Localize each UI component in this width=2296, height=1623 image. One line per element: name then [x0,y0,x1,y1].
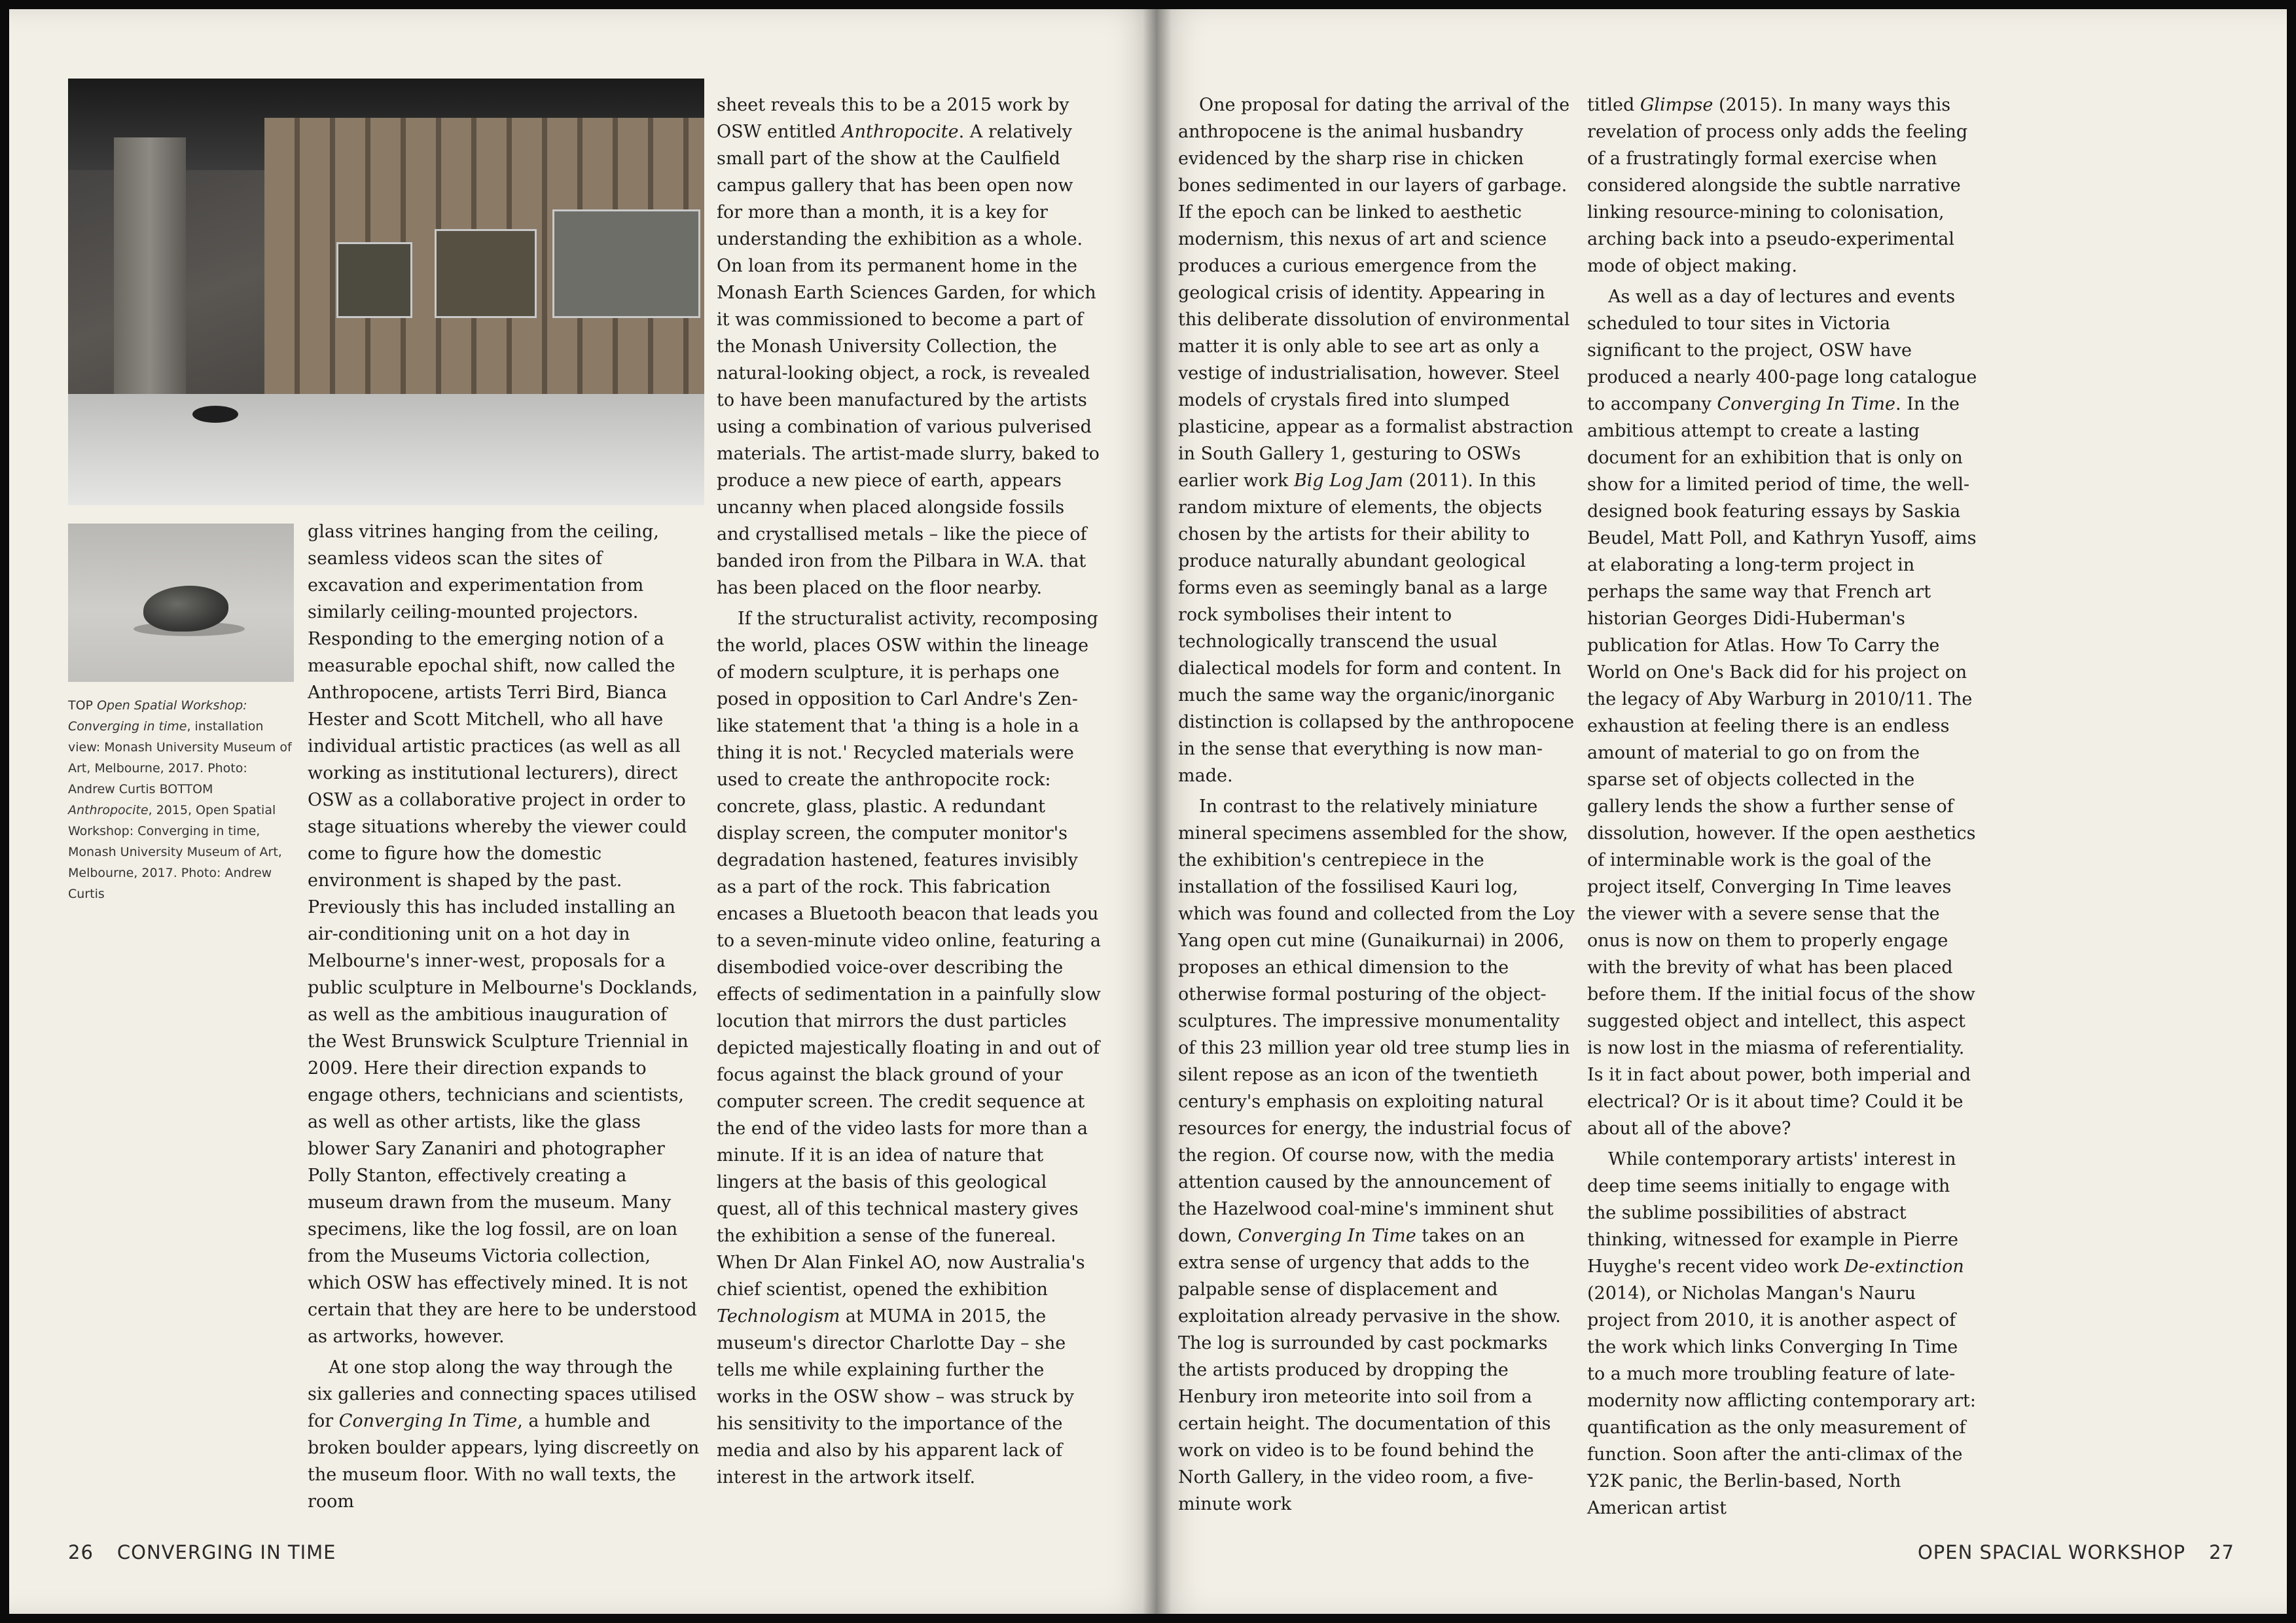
photo-vitrine [552,209,700,318]
photo-caption [68,695,294,904]
text-run: . A relatively small part of the show at the Caulfield campus gallery that has been open now for more than a month, it is a key for understanding the exhibition as a whole. On loan from its permanent home in the Monash Earth Sciences Garden, for which it was commissioned to become a part of the Monash University Collection, the natural-looking object, a rock, is revealed to have been manufactured by the artists using a combination of various pulverised materials. The artist-made slurry, baked to produce a new piece of earth, appears uncanny when placed alongside fossils and crystallised metals – like the piece of banded iron from the Pilbara in W.A. that has been placed on the floor nearby. [717,122,1100,598]
caption-bottom-label: BOTTOM [159,782,213,796]
text-run: (2011). In this random mixture of elements, the objects chosen by the artists for their ability to produce naturally abundant geological forms even as seemingly banal as a large rock symbolises their intent to technologically transcend the usual dialectical models for form and content. In much the same way the organic/inorganic distinction is collapsed by the anthropocene in the sense that everything is now man-made. [1178,471,1575,786]
anthropocite-photo [68,524,294,682]
paragraph [717,605,1103,1491]
text-run: If the structuralist activity, recomposing the world, places OSW within the lineage of modern sculpture, it is perhaps one posed in opposition to Carl Andre's Zen-like statement that 'a thing is a hole in a thing it is not.' Recycled materials were used to create the anthropocite rock: concrete, glass, plastic. A redundant display screen, the computer monitor's degradation hastened, features invisibly as a part of the rock. This fabrication encases a Bluetooth beacon that leads you to a seven-minute video online, featuring a disembodied voice-over describing the effects of sedimentation in a painfully slow locution that mirrors the dust particles depicted majestically floating in and out of focus against the black ground of your computer screen. The credit sequence at the end of the video lasts for more than a minute. If it is an idea of nature that lingers at the basis of this geological quest, all of this technical mastery gives the exhibition a sense of the funereal. When Dr Alan Finkel AO, now Australia's chief scientist, opened the exhibition [717,609,1102,1300]
text-run: While contemporary artists' interest in deep time seems initially to engage with the sublime possibilities of abstract thinking, witnessed for example in Pierre Huyghe's recent video work [1587,1149,1958,1277]
italic-title: Anthropocite [842,122,959,142]
photo-floor [68,394,704,505]
photo-boulder [143,586,228,632]
italic-title: Converging In Time [1717,394,1895,414]
caption-top-rest: , installation view: Monash University Museum of Art, Melbourne, 2017. Photo: Andrew Curtis [68,719,292,796]
text-run: at MUMA in 2015, the museum's director Charlotte Day – she tells me while explaining further the works in the OSW show – was struck by his sensitivity to the importance of the media and also by his apparent lack of interest in the artwork itself. [717,1306,1074,1488]
paragraph [308,1354,700,1515]
text-run: sheet reveals this to be a 2015 work by OSW entitled [717,95,1069,142]
caption-top-label: TOP [68,698,94,713]
italic-title: Glimpse [1640,95,1713,115]
book-gutter [1143,9,1172,1614]
right-text-column-1 [1178,92,1576,1522]
text-run: (2015). In many ways this revelation of process only adds the feeling of a frustratingly formal exercise when considered alongside the subtle narrative linking resource-mining to colonisation, arching back into a pseudo-experimental mode of object making. [1587,95,1968,276]
left-text-column-3 [717,92,1103,1495]
paragraph [1178,92,1576,789]
text-run: One proposal for dating the arrival of the anthropocene is the animal husbandry evidenced by the sharp rise in chicken bones sedimented in our layers of garbage. If the epoch can be linked to aesthetic modernism, this nexus of art and science produces a curious emergence from the geological crisis of identity. Appearing in this deliberate dissolution of environmental matter it is only able to see art as only a vestige of industrialisation, however. Steel models of crystals fired into slumped plasticine, appear as a formalist abstraction in South Gallery 1, gesturing to OSWs earlier work [1178,95,1573,491]
running-head: OPEN SPACIAL WORKSHOP [1917,1541,2186,1563]
photo-vitrine [435,229,537,318]
paragraph [717,92,1103,601]
paragraph [1587,92,1977,279]
text-run: As well as a day of lectures and events scheduled to tour sites in Victoria significant to the project, OSW have produced a nearly 400-page long catalogue to accompany [1587,287,1977,414]
left-folio [68,1541,336,1563]
text-run: titled [1587,95,1640,115]
left-text-column-2 [308,518,700,1519]
italic-title: Converging In Time [1238,1226,1416,1246]
italic-title: Technologism [717,1306,840,1327]
paragraph [1587,1146,1977,1522]
installation-view-photo [68,79,704,505]
running-head: CONVERGING IN TIME [117,1541,336,1563]
text-run: , a humble and broken boulder appears, lying discreetly on the museum floor. With no wall texts, the room [308,1411,700,1512]
caption-bottom-title: Anthropocite [68,803,149,817]
right-folio [1918,1541,2234,1563]
caption-top-title: Open Spatial Workshop: Converging in time [68,698,247,734]
photo-concrete-column [114,137,186,412]
italic-title: De-extinction [1844,1257,1964,1277]
photo-vitrine [336,242,412,318]
page-number: 26 [68,1541,94,1563]
page-number: 27 [2209,1541,2234,1563]
text-run: In contrast to the relatively miniature mineral specimens assembled for the show, the exhibition's centrepiece in the installation of the fossilised Kauri log, which was found and collected from the Loy Yang open cut mine (Gunaikurnai) in 2006, proposes an ethical dimension to the otherwise formal posturing of the object-sculptures. The impressive monumentality of this 23 million year old tree stump lies in silent repose as an icon of the twentieth century's emphasis on exploiting natural resources for energy, the industrial focus of the region. Of course now, with the media attention caused by the announcement of the Hazelwood coal-mine's imminent shut down, [1178,796,1575,1246]
right-text-column-2 [1587,92,1977,1525]
text-run: . In the ambitious attempt to create a lasting document for an exhibition that is only on show for a limited period of time, the well-designed book featuring essays by Saskia Beudel, Matt Poll, and Kathryn Yusoff, aims at elaborating a long-term project in perhaps the same way that French art historian Georges Didi-Huberman's publication for Atlas. How To Carry the World on One's Back did for his project on the legacy of Aby Warburg in 2010/11. The exhaustion at feeling there is an endless amount of material to go on from the sparse set of objects collected in the gallery lends the show a further sense of dissolution, however. If the open aesthetics of interminable work is the goal of the project itself, Converging In Time leaves the viewer with a severe sense that the onus is now on them to properly engage with the brevity of what has been placed before them. If the initial focus of the show suggested object and intellect, this aspect is now lost in the miasma of referentiality. Is it in fact about power, both imperial and electrical? Or is it about time? Could it be about all of the above? [1587,394,1977,1139]
text-run: At one stop along the way through the six galleries and connecting spaces utilised for [308,1357,697,1431]
paragraph [1178,793,1576,1518]
caption-bottom-rest: , 2015, Open Spatial Workshop: Converging in time, Monash University Museum of Art, Melbourne, 2017. Photo: Andrew Curtis [68,803,282,901]
italic-title: Big Log Jam [1293,471,1403,491]
italic-title: Converging In Time [338,1411,518,1431]
paragraph [1587,283,1977,1142]
paragraph: glass vitrines hanging from the ceiling, seamless videos scan the sites of excavation and experimentation from similarly ceiling-mounted projectors. Responding to the emerging notion of a measurable epochal shift, now called the Anthropocene, artists Terri Bird, Bianca Hester and Scott Mitchell, who all have individual artistic practices (as well as all working as institutional lecturers), direct OSW as a collaborative project in order to stage situations whereby the viewer could come to figure how the domestic environment is shaped by the past. Previously this has included installing an air-conditioning unit on a hot day in Melbourne's inner-west, proposals for a public sculpture in Melbourne's Docklands, as well as the ambitious inauguration of the West Brunswick Sculpture Triennial in 2009. Here their direction expands to engage others, technicians and scientists, as well as other artists, like the glass blower Sary Zananiri and photographer Polly Stanton, effectively creating a museum drawn from the museum. Many specimens, like the log fossil, are on loan from the Museums Victoria collection, which OSW has effectively mined. It is not certain that they are here to be understood as artworks, however. [308,522,698,1347]
text-run: (2014), or Nicholas Mangan's Nauru project from 2010, it is another aspect of the work which links Converging In Time to a much more troubling feature of late-modernity now afflicting contemporary art: quantification as the only measurement of function. Soon after the anti-climax of the Y2K panic, the Berlin-based, North American artist [1587,1283,1976,1518]
photo-rock [192,406,238,423]
text-run: takes on an extra sense of urgency that adds to the palpable sense of displacement and exploitation already pervasive in the show. The log is surrounded by cast pockmarks the artists produced by dropping the Henbury iron meteorite into soil from a certain height. The documentation of this work on video is to be found behind the North Gallery, in the video room, a five-minute work [1178,1226,1561,1514]
